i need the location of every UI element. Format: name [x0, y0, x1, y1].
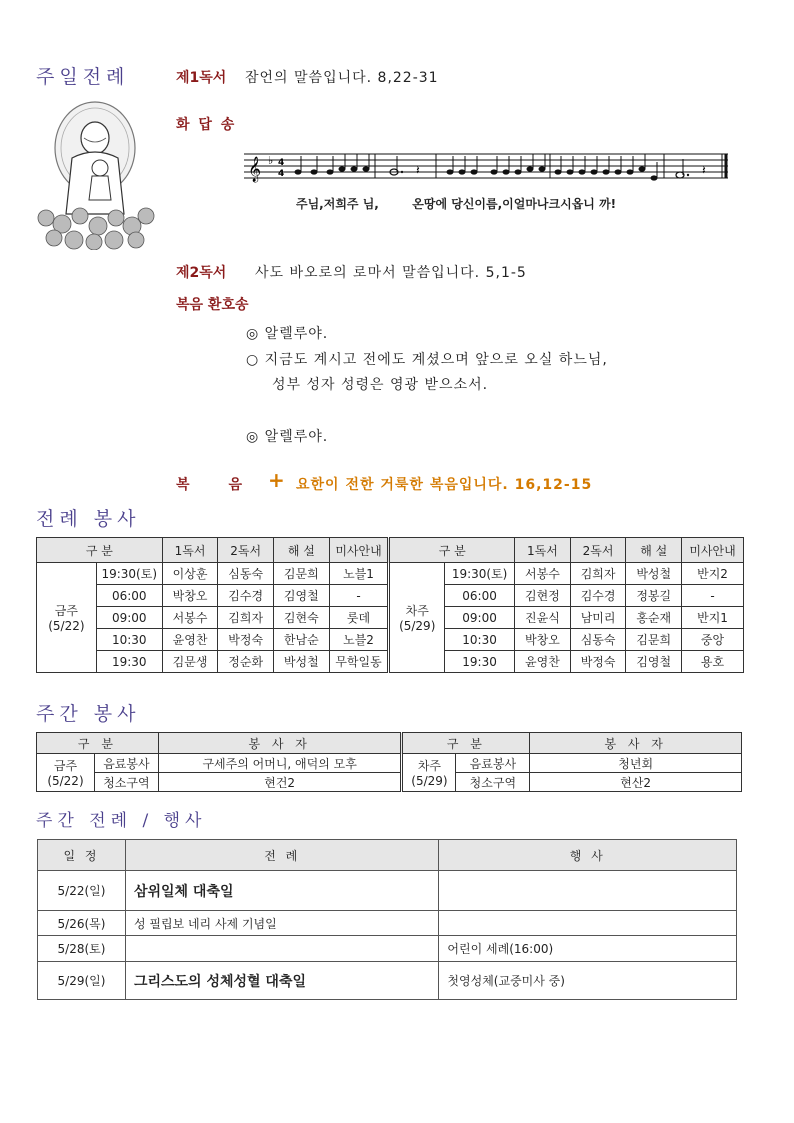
svg-text:♭: ♭ [268, 154, 274, 167]
service-volunteer: 청년회 [530, 754, 742, 773]
col-header-commentary: 해 설 [626, 538, 682, 563]
section-title-weekly-service: 주간 봉사 [36, 703, 141, 725]
table-row [38, 871, 737, 911]
event-date: 5/28(토) [38, 936, 126, 962]
table-row [38, 936, 737, 962]
reading1-name: 박창오 [162, 585, 218, 607]
reading1-name: 서봉수 [162, 607, 218, 629]
next-week-date: (5/29) [411, 774, 448, 788]
weekly-events-table [37, 839, 737, 1000]
mass-time: 10:30 [445, 629, 515, 651]
svg-text:𝄽: 𝄽 [702, 163, 706, 177]
mass-time: 19:30(토) [96, 563, 162, 585]
col-header-event: 행 사 [439, 840, 737, 871]
weekly-header-row [37, 733, 742, 754]
reading2-label: 제2독서 [176, 265, 227, 281]
reading2-name: 심동숙 [218, 563, 274, 585]
svg-text:𝄞: 𝄞 [248, 157, 262, 182]
psalm-label: 화 답 송 [176, 117, 237, 133]
reading1-name: 이상훈 [162, 563, 218, 585]
reading2-name: 김수경 [218, 585, 274, 607]
mass-time: 19:30(토) [445, 563, 515, 585]
col-header-category: 구 분 [389, 538, 515, 563]
commentary-name: 김영철 [274, 585, 330, 607]
service-volunteer: 현산2 [530, 773, 742, 792]
reading1-name: 박창오 [515, 629, 571, 651]
col-header-reading1: 1독서 [162, 538, 218, 563]
commentary-name: 홍순재 [626, 607, 682, 629]
reading2-name: 김수경 [570, 585, 626, 607]
reading1-name: 윤영찬 [162, 629, 218, 651]
service-type: 음료봉사 [456, 754, 530, 773]
mass-time: 19:30 [445, 651, 515, 673]
next-week-label: 차주 [417, 759, 442, 773]
event-liturgy: 성 필립보 네리 사제 기념일 [125, 911, 438, 936]
acclamation-line-3: 성부 성자 성령은 영광 받으소서. [272, 377, 489, 393]
event-date: 5/22(일) [38, 871, 126, 911]
this-week-label: 금주 [54, 604, 78, 618]
next-week-label: 차주 [405, 604, 429, 618]
next-week-label-cell [402, 754, 456, 792]
service-type: 음료봉사 [94, 754, 158, 773]
mass-guide-name: 반지2 [682, 563, 744, 585]
commentary-name: 김문희 [274, 563, 330, 585]
event-liturgy [125, 936, 438, 962]
svg-text:4: 4 [278, 158, 285, 168]
reading1-name: 윤영찬 [515, 651, 571, 673]
col-header-mass-guide: 미사안내 [682, 538, 744, 563]
reading2-text: 사도 바오로의 로마서 말씀입니다. 5,1-5 [255, 265, 527, 281]
events-header-row [38, 840, 737, 871]
psalm-music-staff [244, 148, 730, 192]
this-week-date: (5/22) [48, 619, 85, 633]
mass-time: 09:00 [445, 607, 515, 629]
col-header-category: 구 분 [37, 538, 163, 563]
psalm-lyrics: 주님,저희주 님, 온땅에 당신이름,이얼마나크시옵니 까! [296, 197, 617, 211]
next-week-date: (5/29) [399, 619, 436, 633]
liturgy-service-table [36, 537, 744, 673]
liturgy-header-row [37, 538, 744, 563]
mass-guide-name: 용호 [682, 651, 744, 673]
col-header-reading2: 2독서 [570, 538, 626, 563]
table-row [37, 563, 744, 585]
table-row [37, 773, 742, 792]
mass-guide-name: 중앙 [682, 629, 744, 651]
acclamation-line-1: ◎ 알렐루야. [246, 326, 329, 342]
reading1-name: 김문생 [162, 651, 218, 673]
commentary-name: 김현숙 [274, 607, 330, 629]
col-header-date: 일 정 [38, 840, 126, 871]
table-row [37, 754, 742, 773]
gospel-cross-icon: + [268, 468, 285, 492]
mass-time: 06:00 [96, 585, 162, 607]
reading2-name: 김희자 [570, 563, 626, 585]
madonna-child-illustration [32, 98, 158, 250]
this-week-label: 금주 [53, 759, 78, 773]
this-week-date: (5/22) [47, 774, 84, 788]
acclamation-line-2: ○ 지금도 계시고 전에도 계셨으며 앞으로 오실 하느님, [246, 352, 608, 368]
col-header-reading2: 2독서 [218, 538, 274, 563]
event-activity: 어린이 세례(16:00) [439, 936, 737, 962]
col-header-volunteers: 봉 사 자 [158, 733, 402, 754]
reading1-name: 김현정 [515, 585, 571, 607]
col-header-category: 구 분 [402, 733, 530, 754]
event-date: 5/26(목) [38, 911, 126, 936]
table-row [38, 962, 737, 1000]
mass-time: 10:30 [96, 629, 162, 651]
event-liturgy: 그리스도의 성체성혈 대축일 [125, 962, 438, 1000]
mass-guide-name: 노블2 [329, 629, 389, 651]
reading2-name: 박정숙 [570, 651, 626, 673]
col-header-category: 구 분 [37, 733, 159, 754]
commentary-name: 김영철 [626, 651, 682, 673]
commentary-name: 한남순 [274, 629, 330, 651]
mass-guide-name: - [682, 585, 744, 607]
col-header-commentary: 해 설 [274, 538, 330, 563]
col-header-reading1: 1독서 [515, 538, 571, 563]
mass-guide-name: 무학일동 [329, 651, 389, 673]
gospel-label: 복 음 [176, 477, 243, 493]
col-header-volunteers: 봉 사 자 [530, 733, 742, 754]
col-header-liturgy: 전 례 [125, 840, 438, 871]
acclamation-line-4: ◎ 알렐루야. [246, 429, 329, 445]
reading2-name: 남미리 [570, 607, 626, 629]
this-week-label-cell [37, 754, 95, 792]
service-type: 청소구역 [94, 773, 158, 792]
col-header-mass-guide: 미사안내 [329, 538, 389, 563]
event-date: 5/29(일) [38, 962, 126, 1000]
section-title-liturgy-service: 전례 봉사 [36, 508, 141, 530]
commentary-name: 김문희 [626, 629, 682, 651]
mass-time: 09:00 [96, 607, 162, 629]
mass-time: 06:00 [445, 585, 515, 607]
commentary-name: 박성철 [626, 563, 682, 585]
section-title-sunday-liturgy: 주일전례 [36, 66, 130, 88]
service-type: 청소구역 [456, 773, 530, 792]
svg-text:4: 4 [278, 169, 285, 179]
event-activity [439, 871, 737, 911]
mass-guide-name: 룻데 [329, 607, 389, 629]
service-volunteer: 현건2 [158, 773, 402, 792]
table-row [38, 911, 737, 936]
next-week-label-cell [389, 563, 445, 673]
reading1-label: 제1독서 [176, 70, 227, 86]
mass-time: 19:30 [96, 651, 162, 673]
commentary-name: 박성철 [274, 651, 330, 673]
commentary-name: 정봉길 [626, 585, 682, 607]
mass-guide-name: 노블1 [329, 563, 389, 585]
service-volunteer: 구세주의 어머니, 애덕의 모후 [158, 754, 402, 773]
event-liturgy: 삼위일체 대축일 [125, 871, 438, 911]
mass-guide-name: - [329, 585, 389, 607]
reading2-name: 심동숙 [570, 629, 626, 651]
section-title-weekly-events: 주간 전례 / 행사 [36, 811, 207, 831]
reading1-name: 서봉수 [515, 563, 571, 585]
reading2-name: 박정숙 [218, 629, 274, 651]
this-week-label-cell [37, 563, 97, 673]
weekly-service-table [36, 732, 742, 792]
mass-guide-name: 반지1 [682, 607, 744, 629]
reading1-name: 진윤식 [515, 607, 571, 629]
reading1-text: 잠언의 말씀입니다. 8,22-31 [245, 70, 439, 86]
gospel-text: 요한이 전한 거룩한 복음입니다. 16,12-15 [296, 477, 593, 493]
reading2-name: 정순화 [218, 651, 274, 673]
event-activity: 첫영성체(교중미사 중) [439, 962, 737, 1000]
svg-text:𝄽: 𝄽 [416, 163, 420, 177]
reading2-name: 김희자 [218, 607, 274, 629]
event-activity [439, 911, 737, 936]
acclamation-label: 복음 환호송 [176, 297, 249, 313]
